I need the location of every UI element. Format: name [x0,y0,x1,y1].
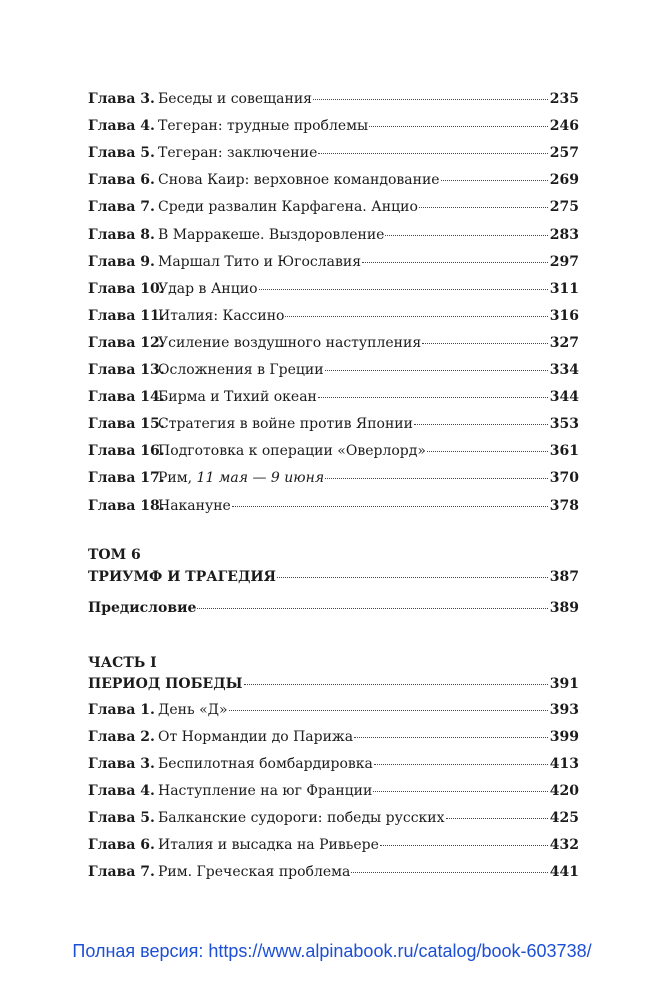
chapter-label: Глава 14. [88,389,165,406]
chapter-title-text: Среди развалин Карфагена. Анцио [158,199,418,216]
chapter-title [158,834,379,856]
chapter-title-text: Беседы и совещания [158,91,312,107]
chapter-title [158,413,413,435]
chapter-title [158,467,324,489]
chapter-title-text: В Марракеше. Выздоровление [158,226,385,243]
chapter-title [158,807,445,829]
leader-dots [380,845,548,846]
leader-dots [441,180,548,181]
toc-entry [88,699,579,721]
toc-entry [88,807,579,829]
chapter-title [158,251,361,273]
chapter-label: Глава 9. [88,253,155,270]
page-number: 311 [549,280,579,297]
page-number: 316 [549,307,579,324]
chapter-label: Глава 7. [88,864,155,880]
chapter-label: Глава 5. [88,145,155,162]
chapter-title-text: Маршал Тито и Югославия [158,253,362,270]
footer-prefix: Полная версия: [72,941,209,961]
leader-dots [259,289,548,290]
leader-dots [414,424,548,425]
toc-entry [88,834,579,856]
chapter-title [158,440,426,462]
chapter-title-text: Италия и высадка на Ривьере [158,837,379,853]
chapter-title-text: День «Д» [158,702,228,718]
chapter-title-text: Осложнения в Греции [158,362,324,378]
page-number: 334 [549,362,579,378]
chapter-label: Глава 7. [88,199,155,216]
page-number: 235 [549,91,579,107]
toc-entry [88,359,579,381]
chapter-label: Глава 8. [88,226,155,243]
part-page: 391 [549,676,579,692]
chapter-label: Глава 4. [88,118,155,135]
chapter-title [158,88,312,110]
chapter-title-text: Накануне [158,497,231,514]
leader-dots [277,577,548,578]
leader-dots [374,764,548,765]
chapter-label: Глава 11. [88,307,165,324]
chapter-title [158,699,228,721]
leader-dots [369,126,548,127]
chapter-label: Глава 3. [88,91,155,107]
leader-dots [354,737,548,738]
leader-dots [318,397,548,398]
leader-dots [244,684,548,685]
leader-dots [232,506,548,507]
chapter-label: Глава 17. [88,470,165,487]
toc-entry [88,305,579,327]
page-number: 269 [549,172,579,189]
leader-dots [197,608,547,609]
chapter-title [158,305,284,327]
leader-dots [351,872,547,873]
volume-title-row [88,566,579,588]
chapter-title [158,332,421,354]
chapter-title [158,495,231,517]
leader-dots [229,710,548,711]
chapter-title-text: От Нормандии до Парижа [158,729,354,745]
chapter-title-text: Снова Каир: верховное командование [158,172,440,189]
chapter-label: Глава 10. [88,280,165,297]
page-number: 327 [549,334,579,351]
toc-entry [88,413,579,435]
chapter-title-text: Наступление на юг Франции [158,783,373,799]
leader-dots [446,818,548,819]
leader-dots [362,262,548,263]
chapter-label: Глава 5. [88,810,155,826]
leader-dots [325,370,548,371]
chapter-title [158,359,324,381]
toc-entry [88,278,579,300]
preface-page: 389 [549,600,579,616]
toc-entry [88,169,579,191]
toc-entry [88,115,579,137]
page-number: 378 [549,497,579,514]
page-number: 399 [549,729,579,745]
page-number: 413 [549,756,579,772]
chapter-title-text: Рим, [158,470,197,487]
page-number: 297 [549,253,579,270]
chapter-title [158,780,372,802]
page-number: 361 [549,443,579,460]
chapter-title-text: Италия: Кассино [158,307,285,324]
chapter-title [158,386,317,408]
page-number: 432 [549,837,579,853]
chapter-title-text: Рим. Греческая проблема [158,864,351,880]
chapter-label: Глава 18. [88,497,165,514]
leader-dots [385,235,547,236]
toc-entry [88,224,579,246]
page-number: 420 [549,783,579,799]
toc-entry [88,88,579,110]
chapter-label: Глава 2. [88,729,155,745]
toc-entry [88,780,579,802]
page-number: 370 [549,470,579,487]
leader-dots [373,791,547,792]
leader-dots [285,316,547,317]
leader-dots [325,478,548,479]
full-version-link[interactable]: https://www.alpinabook.ru/catalog/book-603738/ [208,941,592,961]
chapter-label: Глава 16. [88,443,165,460]
toc-entry [88,332,579,354]
toc-entry [88,495,579,517]
toc-entry [88,861,579,883]
chapter-label: Глава 3. [88,756,155,772]
page-number: 275 [549,199,579,216]
page-number: 344 [549,389,579,406]
chapter-title [158,115,368,137]
leader-dots [318,153,547,154]
toc-entry [88,726,579,748]
page-number: 283 [549,226,579,243]
toc-entry [88,142,579,164]
chapter-title [158,169,440,191]
chapter-title-text: Усиление воздушного наступления [158,334,422,351]
page-number: 425 [549,810,579,826]
leader-dots [427,451,548,452]
chapter-label: Глава 13. [88,362,165,378]
chapter-title [158,861,350,883]
toc-entry [88,753,579,775]
toc-entry [88,440,579,462]
chapter-label: Глава 4. [88,783,155,799]
chapter-title-dates: 11 мая — 9 июня [196,470,325,487]
leader-dots [419,207,548,208]
chapter-title-text: Удар в Анцио [158,280,258,297]
chapter-title [158,753,373,775]
chapter-title-text: Подготовка к операции «Оверлорд» [158,443,426,460]
chapter-title [158,726,353,748]
chapter-title [158,224,384,246]
leader-dots [422,343,548,344]
part-title: ПЕРИОД ПОБЕДЫ [88,676,243,692]
volume-page: 387 [549,569,579,585]
chapter-title-text: Бирма и Тихий океан [158,389,317,406]
chapter-title [158,142,317,164]
page-number: 257 [549,145,579,162]
full-version-footer [0,941,664,962]
chapter-label: Глава 1. [88,702,155,718]
chapter-title [158,278,258,300]
chapter-label: Глава 15. [88,416,165,433]
part-title-row [88,673,579,695]
chapter-label: Глава 6. [88,172,155,189]
page-number: 353 [549,416,579,433]
volume-title: ТРИУМФ И ТРАГЕДИЯ [88,569,276,585]
chapter-title-text: Тегеран: трудные проблемы [158,118,369,135]
chapter-title-text: Балканские судороги: победы русских [158,810,445,826]
chapter-title-text: Тегеран: заключение [158,145,318,162]
page-number: 441 [549,864,579,880]
chapter-label: Глава 12. [88,334,165,351]
toc-entry [88,196,579,218]
page-number: 393 [549,702,579,718]
chapter-label: Глава 6. [88,837,155,853]
toc-entry [88,251,579,273]
chapter-title [158,196,418,218]
chapter-title-text: Стратегия в войне против Японии [158,416,413,433]
volume-label: ТОМ 6 [88,547,141,563]
leader-dots [313,99,548,100]
toc-entry [88,467,579,489]
preface-row [88,597,579,619]
part-label: ЧАСТЬ I [88,655,157,671]
preface-title: Предисловие [88,600,197,616]
page-number: 246 [549,118,579,135]
chapter-title-text: Беспилотная бомбардировка [158,756,373,772]
toc-entry [88,386,579,408]
